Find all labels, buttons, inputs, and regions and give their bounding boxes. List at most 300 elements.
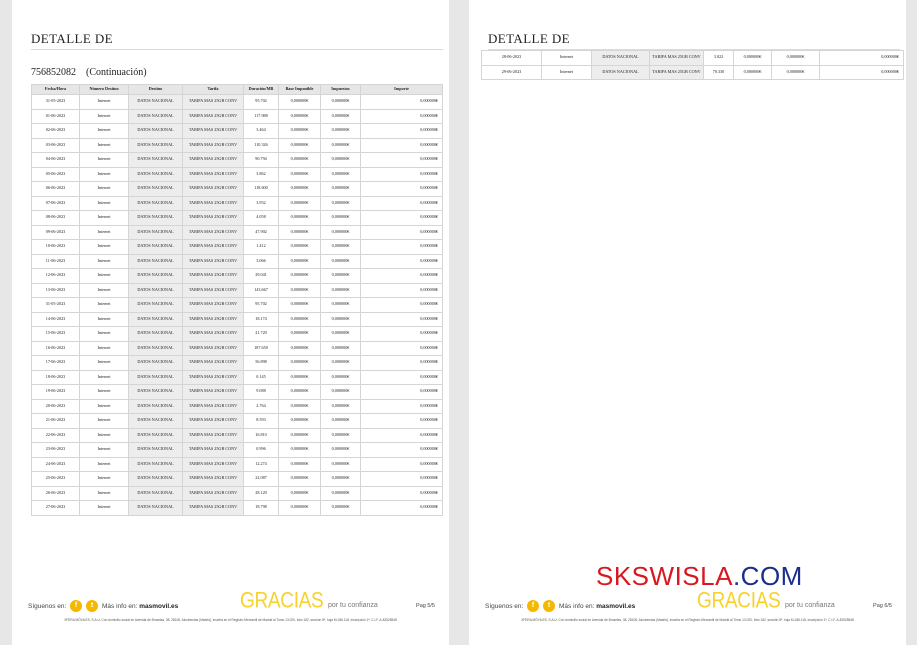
table-cell: TARIFA MAS 25GB CONV xyxy=(183,109,244,124)
table-cell: 27-06-2023 xyxy=(32,501,80,516)
table-cell: 0,000000€ xyxy=(361,472,443,487)
table-row xyxy=(32,138,443,153)
table-cell: 0,000000€ xyxy=(321,109,361,124)
table-cell: 0,000000€ xyxy=(279,211,321,226)
table-cell: TARIFA MAS 25GB CONV xyxy=(183,298,244,313)
table-cell: 0,000000€ xyxy=(321,472,361,487)
table-cell: TARIFA MAS 25GB CONV xyxy=(183,501,244,516)
table-cell: 0,000000€ xyxy=(279,356,321,371)
column-header: Base Imponible xyxy=(279,85,321,95)
more-info xyxy=(102,603,178,610)
table-cell: 0,000000€ xyxy=(361,414,443,429)
table-cell: Internet xyxy=(80,414,129,429)
table-cell: 0,000000€ xyxy=(279,428,321,443)
table-cell: 0,000000€ xyxy=(361,356,443,371)
column-header: Destino xyxy=(129,85,183,95)
table-cell: Internet xyxy=(80,501,129,516)
column-header: Fecha/Hora xyxy=(32,85,80,95)
table-cell: 0,000000€ xyxy=(361,486,443,501)
table-cell: 0,000000€ xyxy=(279,182,321,197)
table-cell: Internet xyxy=(80,399,129,414)
table-cell: 10-06-2023 xyxy=(32,240,80,255)
table-cell: 0,000000€ xyxy=(361,153,443,168)
table-cell: 0,000000€ xyxy=(321,399,361,414)
table-cell: 22-06-2023 xyxy=(32,428,80,443)
table-cell: 0,000000€ xyxy=(361,124,443,139)
table-cell: TARIFA MAS 25GB CONV xyxy=(183,138,244,153)
table-cell: 0,000000€ xyxy=(321,225,361,240)
table-cell: 0,000000€ xyxy=(279,443,321,458)
table-cell: 56.898 xyxy=(244,356,279,371)
table-cell: 0.996 xyxy=(244,443,279,458)
table-cell: 1.412 xyxy=(244,240,279,255)
table-cell: 0,000000€ xyxy=(361,312,443,327)
table-cell: DATOS NACIONAL xyxy=(129,399,183,414)
twitter-icon[interactable]: t xyxy=(543,600,555,612)
table-cell: 0,000000€ xyxy=(321,341,361,356)
table-cell: 0,000000€ xyxy=(279,196,321,211)
table-row xyxy=(32,283,443,298)
table-row xyxy=(32,327,443,342)
table-cell: 0,000000€ xyxy=(361,443,443,458)
table-cell: Internet xyxy=(80,472,129,487)
website-link[interactable]: masmovil.es xyxy=(139,603,179,610)
table-cell: 12.274 xyxy=(244,457,279,472)
table-cell: 0,000000€ xyxy=(279,240,321,255)
table-row xyxy=(32,211,443,226)
table-cell: 22.087 xyxy=(244,472,279,487)
line-number: 756852082 xyxy=(31,67,76,78)
table-cell: 90.794 xyxy=(244,153,279,168)
table-cell: Internet xyxy=(80,356,129,371)
table-cell: 21-06-2023 xyxy=(32,414,80,429)
table-cell: 28-06-2023 xyxy=(482,51,542,66)
table-cell: Internet xyxy=(80,196,129,211)
page-title: DETALLE DE xyxy=(488,31,571,46)
table-cell: TARIFA MAS 25GB CONV xyxy=(183,370,244,385)
follow-us-label: Síguenos en: xyxy=(28,603,67,610)
table-cell: Internet xyxy=(80,153,129,168)
table-cell: 0,000000€ xyxy=(321,356,361,371)
table-cell: 07-06-2023 xyxy=(32,196,80,211)
table-cell: 18.174 xyxy=(244,312,279,327)
thanks-subtitle: por tu confianza xyxy=(785,602,835,609)
table-cell: 0,000000€ xyxy=(361,95,443,110)
table-row xyxy=(32,312,443,327)
table-cell: 0,000000€ xyxy=(361,109,443,124)
table-cell: Internet xyxy=(80,327,129,342)
table-cell: 3.862 xyxy=(244,167,279,182)
table-cell: TARIFA MAS 25GB CONV xyxy=(650,51,704,66)
table-cell: 0,000000€ xyxy=(321,95,361,110)
table-cell: 0,000000€ xyxy=(734,65,772,80)
table-cell: 3.464 xyxy=(244,124,279,139)
table-cell: 0,000000€ xyxy=(279,414,321,429)
table-cell: 0,000000€ xyxy=(321,370,361,385)
table-cell: 0,000000€ xyxy=(321,428,361,443)
table-cell: 118.600 xyxy=(244,182,279,197)
table-row xyxy=(32,153,443,168)
table-cell: DATOS NACIONAL xyxy=(129,327,183,342)
table-cell: 187.650 xyxy=(244,341,279,356)
table-cell: 16-06-2023 xyxy=(32,341,80,356)
table-cell: 0,000000€ xyxy=(361,283,443,298)
table-cell: Internet xyxy=(80,312,129,327)
table-cell: TARIFA MAS 25GB CONV xyxy=(183,240,244,255)
table-cell: Internet xyxy=(80,167,129,182)
table-row xyxy=(32,225,443,240)
table-cell: 0,000000€ xyxy=(361,457,443,472)
table-cell: 0,000000€ xyxy=(279,254,321,269)
table-cell: 95.702 xyxy=(244,95,279,110)
table-cell: 0,000000€ xyxy=(321,414,361,429)
table-cell: DATOS NACIONAL xyxy=(129,370,183,385)
table-cell: 0,000000€ xyxy=(279,472,321,487)
table-cell: 0,000000€ xyxy=(321,254,361,269)
table-cell: 0,000000€ xyxy=(279,501,321,516)
document-page-1 xyxy=(12,0,449,645)
table-cell: 0.145 xyxy=(244,370,279,385)
table-row xyxy=(32,457,443,472)
table-cell: TARIFA MAS 25GB CONV xyxy=(183,327,244,342)
table-cell: DATOS NACIONAL xyxy=(129,95,183,110)
page-number: Pag 6/5 xyxy=(873,603,892,609)
thanks-logo: GRACIAS xyxy=(697,589,781,614)
table-cell: TARIFA MAS 25GB CONV xyxy=(183,254,244,269)
table-cell: Internet xyxy=(80,182,129,197)
table-cell: 03-06-2023 xyxy=(32,138,80,153)
table-cell: 19-06-2023 xyxy=(32,385,80,400)
table-cell: 18.798 xyxy=(244,501,279,516)
table-cell: 4.058 xyxy=(244,211,279,226)
table-cell: 0,000000€ xyxy=(279,486,321,501)
legal-notice: XFERA MÓVILES, S.A.U. Con domicilio social en Avenida de Bruselas, 38, 28108, Alcobendas (Madrid), inscrita en el Registro Mercantil de Madrid al Tomo 13.020, folio 182, sección 8ª, hoja M-186.118, inscripción 1ª, C.I.F. A-82528548 xyxy=(521,618,854,622)
table-cell: DATOS NACIONAL xyxy=(129,196,183,211)
table-cell: TARIFA MAS 25GB CONV xyxy=(183,385,244,400)
table-row xyxy=(32,370,443,385)
table-cell: Internet xyxy=(80,283,129,298)
table-cell: TARIFA MAS 25GB CONV xyxy=(183,225,244,240)
table-cell: 0,000000€ xyxy=(279,269,321,284)
column-header: Importe xyxy=(361,85,443,95)
table-row xyxy=(32,341,443,356)
table-cell: TARIFA MAS 25GB CONV xyxy=(183,211,244,226)
table-cell: DATOS NACIONAL xyxy=(129,385,183,400)
table-cell: 70.330 xyxy=(704,65,734,80)
table-cell: TARIFA MAS 25GB CONV xyxy=(183,153,244,168)
table-cell: 0,000000€ xyxy=(772,65,820,80)
usage-detail-table xyxy=(481,50,904,80)
table-cell: Internet xyxy=(80,254,129,269)
table-cell: 0,000000€ xyxy=(321,385,361,400)
table-cell: 0,000000€ xyxy=(820,65,904,80)
follow-us-label: Síguenos en: xyxy=(485,603,524,610)
table-row xyxy=(32,472,443,487)
table-cell: Internet xyxy=(80,428,129,443)
table-cell: 0,000000€ xyxy=(321,501,361,516)
table-cell: 08-06-2023 xyxy=(32,211,80,226)
table-cell: DATOS NACIONAL xyxy=(129,211,183,226)
table-cell: Internet xyxy=(80,486,129,501)
table-cell: 0,000000€ xyxy=(279,312,321,327)
table-cell: Internet xyxy=(80,138,129,153)
table-cell: 0,000000€ xyxy=(321,240,361,255)
table-cell: 0,000000€ xyxy=(361,370,443,385)
table-row xyxy=(32,356,443,371)
table-row xyxy=(32,95,443,110)
table-cell: 14-06-2023 xyxy=(32,312,80,327)
table-row xyxy=(32,486,443,501)
title-divider xyxy=(31,49,443,50)
twitter-icon[interactable]: t xyxy=(86,600,98,612)
table-cell: Internet xyxy=(80,443,129,458)
watermark-domain: .COM xyxy=(732,561,803,591)
table-cell: TARIFA MAS 25GB CONV xyxy=(183,414,244,429)
table-cell: TARIFA MAS 25GB CONV xyxy=(183,443,244,458)
table-cell: DATOS NACIONAL xyxy=(129,254,183,269)
usage-detail-table xyxy=(31,84,443,516)
table-row xyxy=(32,385,443,400)
table-cell: 0,000000€ xyxy=(321,211,361,226)
table-cell: 0,000000€ xyxy=(279,283,321,298)
table-cell: DATOS NACIONAL xyxy=(129,124,183,139)
table-cell: 11-06-2023 xyxy=(32,254,80,269)
table-cell: Internet xyxy=(80,124,129,139)
table-cell: Internet xyxy=(80,370,129,385)
table-row xyxy=(32,196,443,211)
table-cell: DATOS NACIONAL xyxy=(129,225,183,240)
table-cell: Internet xyxy=(80,457,129,472)
table-cell: TARIFA MAS 25GB CONV xyxy=(183,472,244,487)
table-cell: TARIFA MAS 25GB CONV xyxy=(183,457,244,472)
table-cell: DATOS NACIONAL xyxy=(129,109,183,124)
column-header: Número Destino xyxy=(80,85,129,95)
table-cell: DATOS NACIONAL xyxy=(129,443,183,458)
table-cell: 0,000000€ xyxy=(361,269,443,284)
table-cell: Internet xyxy=(80,211,129,226)
page-footer xyxy=(469,590,906,645)
table-cell: Internet xyxy=(80,298,129,313)
page-title: DETALLE DE xyxy=(31,31,114,46)
table-cell: DATOS NACIONAL xyxy=(129,167,183,182)
table-cell: 0,000000€ xyxy=(321,196,361,211)
table-cell: DATOS NACIONAL xyxy=(129,486,183,501)
table-cell: 0,000000€ xyxy=(321,298,361,313)
table-cell: 117.988 xyxy=(244,109,279,124)
table-cell: 3.932 xyxy=(244,196,279,211)
table-cell: 0,000000€ xyxy=(279,399,321,414)
table-cell: 26-06-2023 xyxy=(32,486,80,501)
table-cell: 3.066 xyxy=(244,254,279,269)
table-cell: TARIFA MAS 25GB CONV xyxy=(183,124,244,139)
table-row xyxy=(32,269,443,284)
table-cell: 21.720 xyxy=(244,327,279,342)
table-row xyxy=(32,501,443,516)
table-cell: 0,000000€ xyxy=(361,196,443,211)
table-cell: DATOS NACIONAL xyxy=(129,138,183,153)
table-cell: DATOS NACIONAL xyxy=(129,153,183,168)
document-page-2 xyxy=(469,0,906,645)
table-cell: 47.902 xyxy=(244,225,279,240)
table-row xyxy=(32,182,443,197)
table-cell: 0,000000€ xyxy=(321,443,361,458)
page-footer xyxy=(12,590,449,645)
table-cell: 0,000000€ xyxy=(321,457,361,472)
table-row xyxy=(32,428,443,443)
table-cell: 0,000000€ xyxy=(361,385,443,400)
table-cell: Internet xyxy=(80,225,129,240)
table-cell: Internet xyxy=(80,95,129,110)
table-cell: 0,000000€ xyxy=(279,370,321,385)
table-cell: 3.022 xyxy=(704,51,734,66)
table-cell: 02-06-2023 xyxy=(32,124,80,139)
table-cell: 0,000000€ xyxy=(361,211,443,226)
table-cell: 143.667 xyxy=(244,283,279,298)
table-cell: 29-06-2023 xyxy=(482,65,542,80)
table-cell: 8.593 xyxy=(244,414,279,429)
table-cell: 0,000000€ xyxy=(321,182,361,197)
table-row xyxy=(32,109,443,124)
table-cell: 0,000000€ xyxy=(321,138,361,153)
table-cell: 0,000000€ xyxy=(321,167,361,182)
table-cell: TARIFA MAS 25GB CONV xyxy=(183,399,244,414)
table-cell: Internet xyxy=(542,51,592,66)
column-header: Impuestos xyxy=(321,85,361,95)
table-cell: 18-06-2023 xyxy=(32,370,80,385)
table-cell: 31-05-2023 xyxy=(32,298,80,313)
table-cell: DATOS NACIONAL xyxy=(129,312,183,327)
table-cell: 0,000000€ xyxy=(279,225,321,240)
table-cell: 0,000000€ xyxy=(321,269,361,284)
table-row xyxy=(32,124,443,139)
table-cell: 2.764 xyxy=(244,399,279,414)
table-cell: TARIFA MAS 25GB CONV xyxy=(183,167,244,182)
table-row xyxy=(32,167,443,182)
table-cell: 06-06-2023 xyxy=(32,182,80,197)
table-cell: TARIFA MAS 25GB CONV xyxy=(183,269,244,284)
thanks-logo: GRACIAS xyxy=(240,589,324,614)
table-cell: 0,000000€ xyxy=(734,51,772,66)
table-cell: TARIFA MAS 25GB CONV xyxy=(183,312,244,327)
table-cell: 0,000000€ xyxy=(361,182,443,197)
table-cell: 0,000000€ xyxy=(772,51,820,66)
table-cell: DATOS NACIONAL xyxy=(129,240,183,255)
table-cell: 20-06-2023 xyxy=(32,399,80,414)
website-link[interactable]: masmovil.es xyxy=(596,603,636,610)
watermark-logo xyxy=(596,561,803,592)
table-row xyxy=(482,65,904,80)
table-cell: 0,000000€ xyxy=(321,327,361,342)
table-cell: 0,000000€ xyxy=(361,167,443,182)
table-cell: 24-06-2023 xyxy=(32,457,80,472)
table-cell: 95.702 xyxy=(244,298,279,313)
facebook-icon[interactable]: f xyxy=(527,600,539,612)
table-cell: 0,000000€ xyxy=(361,327,443,342)
table-cell: 01-06-2023 xyxy=(32,109,80,124)
table-cell: TARIFA MAS 25GB CONV xyxy=(183,356,244,371)
table-cell: DATOS NACIONAL xyxy=(129,182,183,197)
table-cell: TARIFA MAS 25GB CONV xyxy=(183,182,244,197)
table-cell: 0,000000€ xyxy=(361,341,443,356)
table-cell: 0,000000€ xyxy=(361,225,443,240)
table-cell: TARIFA MAS 25GB CONV xyxy=(650,65,704,80)
page-number: Pag 5/5 xyxy=(416,603,435,609)
table-cell: DATOS NACIONAL xyxy=(129,428,183,443)
table-row xyxy=(32,240,443,255)
table-cell: 0,000000€ xyxy=(279,457,321,472)
table-cell: DATOS NACIONAL xyxy=(129,501,183,516)
table-cell: 0,000000€ xyxy=(321,312,361,327)
table-cell: DATOS NACIONAL xyxy=(129,356,183,371)
table-cell: 25-06-2023 xyxy=(32,472,80,487)
table-cell: 17-06-2023 xyxy=(32,356,80,371)
table-row xyxy=(482,51,904,66)
table-cell: 0,000000€ xyxy=(279,153,321,168)
table-cell: 12-06-2023 xyxy=(32,269,80,284)
table-row xyxy=(32,298,443,313)
table-cell: 0,000000€ xyxy=(279,95,321,110)
watermark-brand: SKSWISLA xyxy=(596,561,733,591)
table-cell: 0,000000€ xyxy=(361,501,443,516)
table-cell: 0,000000€ xyxy=(820,51,904,66)
line-number-heading xyxy=(31,67,147,78)
table-cell: DATOS NACIONAL xyxy=(129,269,183,284)
table-cell: 0,000000€ xyxy=(361,399,443,414)
table-cell: 0,000000€ xyxy=(361,138,443,153)
table-cell: Internet xyxy=(80,269,129,284)
table-cell: DATOS NACIONAL xyxy=(592,51,650,66)
table-cell: TARIFA MAS 25GB CONV xyxy=(183,95,244,110)
table-cell: 0,000000€ xyxy=(279,167,321,182)
table-cell: DATOS NACIONAL xyxy=(129,414,183,429)
table-cell: DATOS NACIONAL xyxy=(129,472,183,487)
column-header: Tarifa xyxy=(183,85,244,95)
table-cell: 0,000000€ xyxy=(361,254,443,269)
table-cell: 0,000000€ xyxy=(279,109,321,124)
table-cell: 0,000000€ xyxy=(361,298,443,313)
table-cell: DATOS NACIONAL xyxy=(592,65,650,80)
table-cell: DATOS NACIONAL xyxy=(129,298,183,313)
table-cell: 05-06-2023 xyxy=(32,167,80,182)
table-cell: 15-06-2023 xyxy=(32,327,80,342)
table-cell: TARIFA MAS 25GB CONV xyxy=(183,486,244,501)
thanks-subtitle: por tu confianza xyxy=(328,602,378,609)
table-cell: 0,000000€ xyxy=(279,298,321,313)
table-cell: Internet xyxy=(80,240,129,255)
table-cell: 0,000000€ xyxy=(279,327,321,342)
table-cell: 0,000000€ xyxy=(321,124,361,139)
table-cell: 09-06-2023 xyxy=(32,225,80,240)
table-cell: 0,000000€ xyxy=(321,153,361,168)
table-cell: 23-06-2023 xyxy=(32,443,80,458)
table-row xyxy=(32,399,443,414)
facebook-icon[interactable]: f xyxy=(70,600,82,612)
table-cell: 0,000000€ xyxy=(279,385,321,400)
more-info-label: Más info en: xyxy=(102,603,138,610)
table-cell: Internet xyxy=(542,65,592,80)
table-cell: 13-06-2023 xyxy=(32,283,80,298)
table-cell: DATOS NACIONAL xyxy=(129,341,183,356)
table-cell: TARIFA MAS 25GB CONV xyxy=(183,283,244,298)
table-cell: 0,000000€ xyxy=(321,283,361,298)
more-info xyxy=(559,603,635,610)
table-cell: 16.810 xyxy=(244,428,279,443)
more-info-label: Más info en: xyxy=(559,603,595,610)
table-row xyxy=(32,414,443,429)
table-cell: TARIFA MAS 25GB CONV xyxy=(183,428,244,443)
table-cell: Internet xyxy=(80,385,129,400)
table-cell: 110.326 xyxy=(244,138,279,153)
